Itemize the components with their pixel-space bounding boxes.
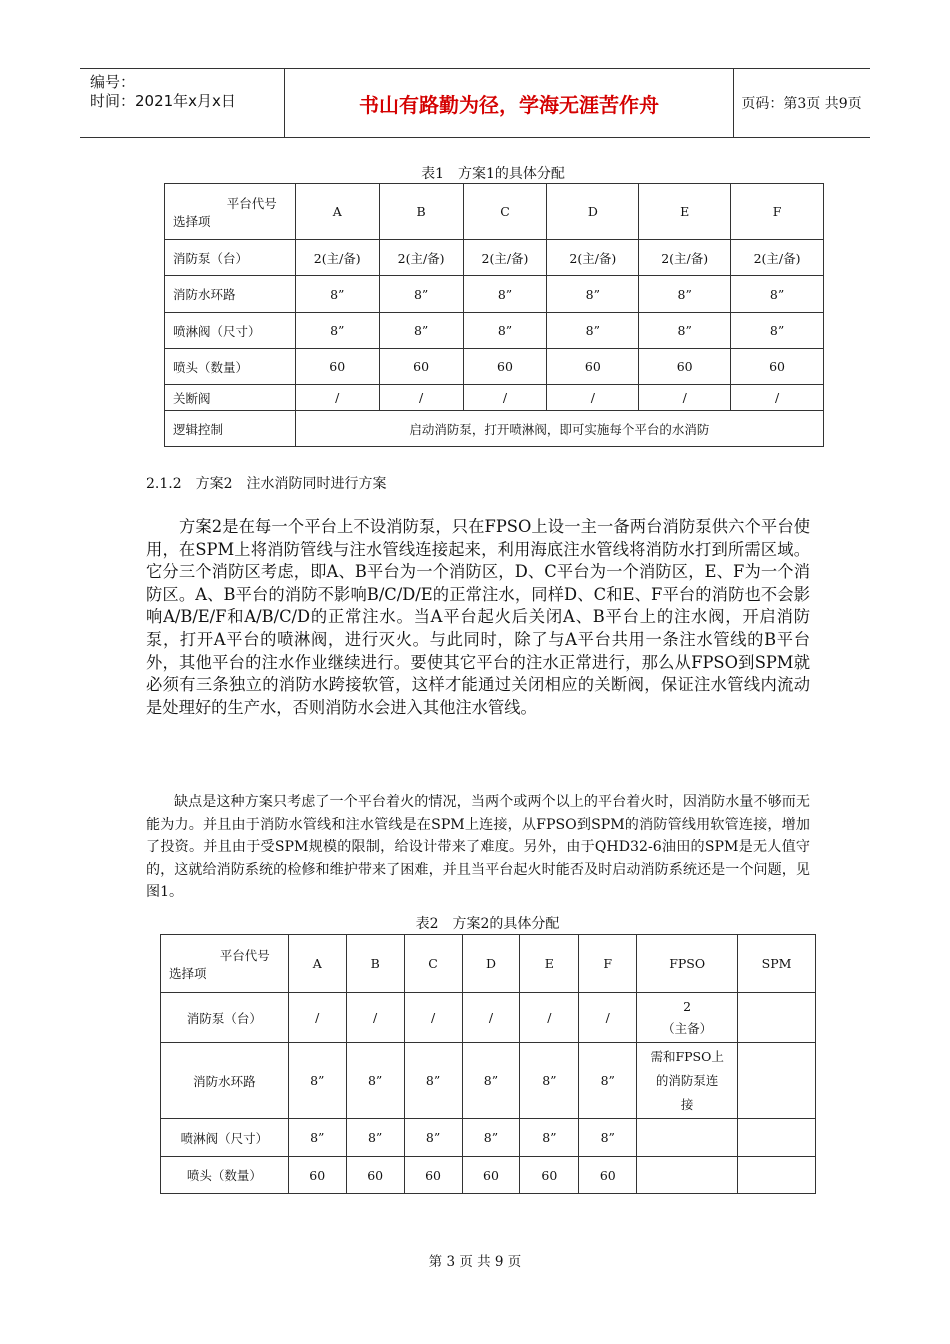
table-cell: / <box>462 993 520 1043</box>
table-cell: 8” <box>579 1119 637 1157</box>
table-cell: 8” <box>579 1043 637 1119</box>
table1-caption: 表1 方案1的具体分配 <box>421 166 565 182</box>
table-row <box>161 993 816 1043</box>
table1-col-header: A <box>295 184 379 240</box>
table-cell: 8” <box>404 1043 462 1119</box>
table-cell <box>738 993 816 1043</box>
table2 <box>160 934 816 1194</box>
table1 <box>164 183 824 447</box>
table-row <box>165 240 824 276</box>
table-row <box>161 1043 816 1119</box>
table-cell <box>637 1119 738 1157</box>
table-cell: 2(主/备) <box>639 240 731 276</box>
table-cell: 60 <box>295 349 379 385</box>
header-motto: 书山有路勤为径，学海无涯苦作舟 <box>285 69 734 137</box>
table-cell: 60 <box>462 1157 520 1194</box>
table-cell <box>738 1119 816 1157</box>
table-cell: 8” <box>288 1043 346 1119</box>
table1-corner-top: 平台代号 <box>226 195 277 211</box>
table-cell: 60 <box>579 1157 637 1194</box>
table-cell: / <box>404 993 462 1043</box>
table-cell: 8” <box>288 1119 346 1157</box>
page-header <box>80 68 870 138</box>
table1-corner-bottom: 选择项 <box>173 213 211 229</box>
table2-col-header: C <box>404 935 462 993</box>
table-cell: / <box>639 385 731 411</box>
table-row <box>165 385 824 411</box>
table-cell: 2(主/备) <box>731 240 824 276</box>
table-cell: 60 <box>731 349 824 385</box>
table2-col-header: FPSO <box>637 935 738 993</box>
table1-col-header: D <box>547 184 639 240</box>
table-cell: 60 <box>463 349 547 385</box>
table-cell: 60 <box>379 349 463 385</box>
row-label: 消防水环路 <box>161 1043 289 1119</box>
table-row <box>161 1119 816 1157</box>
row-label: 喷头（数量） <box>161 1157 289 1194</box>
table-cell <box>738 1157 816 1194</box>
table-cell: 60 <box>288 1157 346 1194</box>
row-label: 逻辑控制 <box>165 411 296 447</box>
table-cell: 2(主/备) <box>547 240 639 276</box>
table-cell: 8” <box>639 276 731 313</box>
table-cell: 8” <box>731 276 824 313</box>
table2-col-header: A <box>288 935 346 993</box>
row-label: 喷淋阀（尺寸） <box>161 1119 289 1157</box>
section-title: 2.1.2 方案2 注水消防同时进行方案 <box>146 476 387 492</box>
table2-col-header: SPM <box>738 935 816 993</box>
table-cell: 2(主/备) <box>463 240 547 276</box>
row-label: 喷淋阀（尺寸） <box>165 313 296 349</box>
row-label: 喷头（数量） <box>165 349 296 385</box>
table-cell: 8” <box>463 276 547 313</box>
table-cell: / <box>731 385 824 411</box>
table-cell: / <box>463 385 547 411</box>
table-cell: 2 （主备） <box>637 993 738 1043</box>
logic-control-text: 启动消防泵，打开喷淋阀，即可实施每个平台的水消防 <box>295 411 823 447</box>
table2-col-header: D <box>462 935 520 993</box>
row-label: 关断阀 <box>165 385 296 411</box>
table-cell: 60 <box>404 1157 462 1194</box>
row-label: 消防泵（台） <box>165 240 296 276</box>
table1-col-header: C <box>463 184 547 240</box>
table-cell: 2(主/备) <box>379 240 463 276</box>
table-row <box>165 276 824 313</box>
table-cell: / <box>520 993 579 1043</box>
table-cell: 需和FPSO上 的消防泵连 接 <box>637 1043 738 1119</box>
table-row <box>165 349 824 385</box>
table2-corner-bottom: 选择项 <box>169 965 207 981</box>
table1-corner-cell <box>165 184 296 240</box>
table-cell: 8” <box>639 313 731 349</box>
table-cell: / <box>579 993 637 1043</box>
table-cell: 60 <box>547 349 639 385</box>
table-cell: 8” <box>520 1119 579 1157</box>
table-cell: 8” <box>379 313 463 349</box>
table-cell: 8” <box>295 276 379 313</box>
paragraph: 缺点是这种方案只考虑了一个平台着火的情况，当两个或两个以上的平台着火时，因消防水量不够而无能为力。并且由于消防水管线和注水管线是在SPM上连接，从FPSO到SPM的消防管线用软管连接，增加了投资。并且由于受SPM规模的限制，给设计带来了难度。另外，由于QHD32-6油田的SPM是无人值守的，这就给消防系统的检修和维护带来了困难，并且当平台起火时能否及时启动消防系统还是一个问题，见图1。 <box>146 794 810 901</box>
table-cell: 8” <box>463 313 547 349</box>
table-cell: / <box>288 993 346 1043</box>
table2-col-header: B <box>346 935 404 993</box>
table-cell: 8” <box>547 313 639 349</box>
header-meta <box>80 69 285 137</box>
header-page-info: 页码：第3页 共9页 <box>741 96 862 112</box>
table-row <box>165 411 824 447</box>
table2-caption: 表2 方案2的具体分配 <box>415 916 560 932</box>
table2-col-header: F <box>579 935 637 993</box>
table1-col-header: E <box>639 184 731 240</box>
table2-corner-cell <box>161 935 289 993</box>
table1-col-header: F <box>731 184 824 240</box>
table-cell <box>637 1157 738 1194</box>
table-cell <box>738 1043 816 1119</box>
table1-col-header: B <box>379 184 463 240</box>
table2-header-row <box>161 935 816 993</box>
table-cell: 8” <box>547 276 639 313</box>
table-cell: / <box>379 385 463 411</box>
document-number-label: 编号： <box>90 73 136 91</box>
paragraph: 方案2是在每一个平台上不设消防泵，只在FPSO上设一主一备两台消防泵供六个平台使用，在SPM上将消防管线与注水管线连接起来，利用海底注水管线将消防水打到所需区域。它分三个消防区考虑，即A、B平台为一个消防区，D、C平台为一个消防区，E、F为一个消防区。A、B平台的消防不影响B/C/D/E的正常注水，同样D、C和E、F平台的消防也不会影响A/B/E/F和A/B/C/D的正常注水。当A平台起火后关闭A、B平台上的注水阀，开启消防泵，打开A平台的喷淋阀，进行灭火。与此同时，除了与A平台共用一条注水管线的B平台外，其他平台的注水作业继续进行。要使其它平台的注水正常进行，那么从FPSO到SPM就必须有三条独立的消防水跨接软管，这样才能通过关闭相应的关断阀，保证注水管线内流动是处理好的生产水，否则消防水会进入其他注水管线。 <box>146 517 810 717</box>
table-row <box>165 313 824 349</box>
table-cell: / <box>295 385 379 411</box>
document-time-label: 时间：2021年x月x日 <box>90 92 236 110</box>
table1-header-row <box>165 184 824 240</box>
table-cell: 8” <box>379 276 463 313</box>
table-cell: 8” <box>404 1119 462 1157</box>
table-cell: / <box>346 993 404 1043</box>
table-cell: / <box>547 385 639 411</box>
table-cell: 8” <box>731 313 824 349</box>
row-label: 消防水环路 <box>165 276 296 313</box>
table-cell: 8” <box>295 313 379 349</box>
table2-col-header: E <box>520 935 579 993</box>
table-cell: 8” <box>346 1119 404 1157</box>
table-cell: 60 <box>346 1157 404 1194</box>
table-cell: 60 <box>520 1157 579 1194</box>
table-cell: 8” <box>462 1043 520 1119</box>
table-cell: 2(主/备) <box>295 240 379 276</box>
table2-corner-top: 平台代号 <box>219 947 270 963</box>
table-row <box>161 1157 816 1194</box>
table-cell: 8” <box>520 1043 579 1119</box>
table-cell: 8” <box>462 1119 520 1157</box>
row-label: 消防泵（台） <box>161 993 289 1043</box>
table-cell: 8” <box>346 1043 404 1119</box>
table-cell: 60 <box>639 349 731 385</box>
page-footer: 第 3 页 共 9 页 <box>428 1254 522 1270</box>
